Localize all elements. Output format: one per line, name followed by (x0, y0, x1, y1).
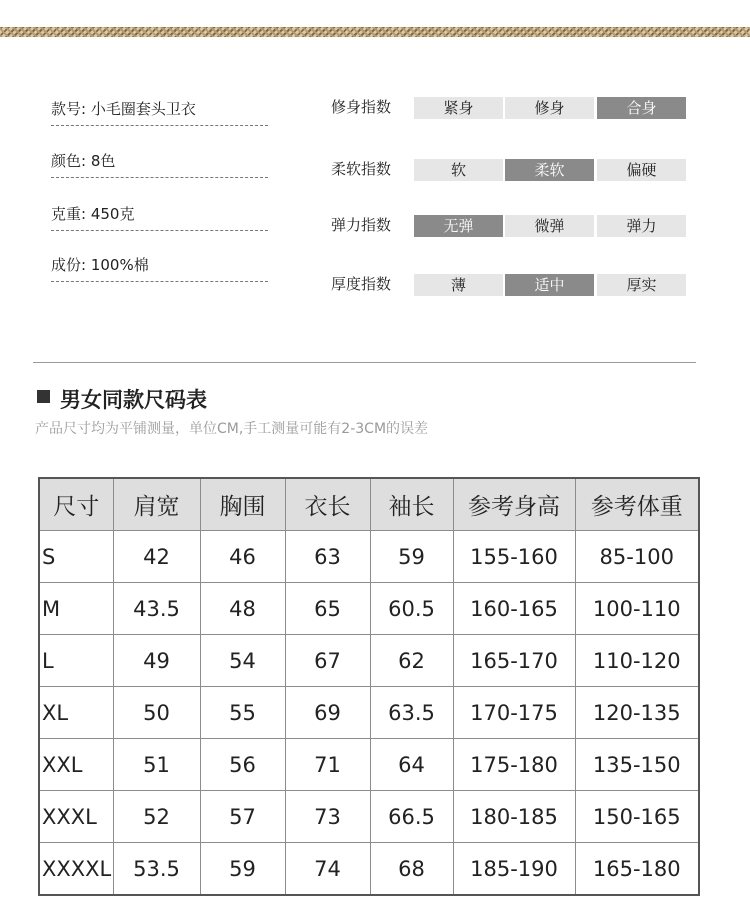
table-cell: 73 (285, 791, 370, 843)
table-cell: 110-120 (575, 635, 699, 687)
table-row (39, 843, 699, 896)
table-header-cell: 衣长 (285, 478, 370, 531)
table-header-cell: 参考身高 (453, 478, 575, 531)
table-header-cell: 袖长 (370, 478, 453, 531)
table-cell: 68 (370, 843, 453, 896)
index-option: 修身 (505, 97, 594, 119)
table-cell: 42 (113, 531, 200, 583)
table-cell: 160-165 (453, 583, 575, 635)
table-cell: 60.5 (370, 583, 453, 635)
table-cell: XXL (39, 739, 113, 791)
table-row (39, 531, 699, 583)
index-option: 合身 (597, 97, 686, 119)
table-cell: 120-135 (575, 687, 699, 739)
table-cell: XL (39, 687, 113, 739)
section-bullet-icon (37, 390, 50, 403)
index-label: 修身指数 (331, 98, 392, 116)
table-cell: 185-190 (453, 843, 575, 896)
table-row (39, 583, 699, 635)
table-cell: 49 (113, 635, 200, 687)
index-label: 厚度指数 (331, 275, 392, 293)
table-row (39, 635, 699, 687)
table-cell: 66.5 (370, 791, 453, 843)
table-header-cell: 肩宽 (113, 478, 200, 531)
table-header-cell: 尺寸 (39, 478, 113, 531)
index-label: 弹力指数 (331, 216, 392, 234)
table-cell: 63 (285, 531, 370, 583)
table-cell: XXXXL (39, 843, 113, 896)
table-cell: 64 (370, 739, 453, 791)
table-cell: S (39, 531, 113, 583)
index-option: 无弹 (414, 215, 503, 237)
table-cell: 74 (285, 843, 370, 896)
table-cell: 85-100 (575, 531, 699, 583)
table-cell: M (39, 583, 113, 635)
index-option: 厚实 (597, 274, 686, 296)
table-cell: 71 (285, 739, 370, 791)
spec-style-number: 款号: 小毛圈套头卫衣 (51, 98, 268, 126)
table-cell: 59 (370, 531, 453, 583)
table-cell: 63.5 (370, 687, 453, 739)
table-cell: 59 (200, 843, 285, 896)
table-cell: 56 (200, 739, 285, 791)
table-cell: 53.5 (113, 843, 200, 896)
table-cell: 150-165 (575, 791, 699, 843)
size-chart-title: 男女同款尺码表 (60, 388, 207, 412)
size-chart-note: 产品尺寸均为平铺测量，单位CM,手工测量可能有2-3CM的误差 (35, 421, 429, 437)
index-option: 薄 (414, 274, 503, 296)
table-cell: 57 (200, 791, 285, 843)
table-cell: 65 (285, 583, 370, 635)
table-row (39, 739, 699, 791)
index-label: 柔软指数 (331, 160, 392, 178)
spec-material: 成份: 100%棉 (51, 254, 268, 282)
decorative-top-border (0, 27, 750, 37)
index-option: 柔软 (505, 159, 594, 181)
table-cell: 54 (200, 635, 285, 687)
table-cell: 51 (113, 739, 200, 791)
table-cell: 135-150 (575, 739, 699, 791)
index-option: 适中 (505, 274, 594, 296)
index-option: 弹力 (597, 215, 686, 237)
table-cell: 165-180 (575, 843, 699, 896)
index-option: 微弹 (505, 215, 594, 237)
table-cell: 52 (113, 791, 200, 843)
table-cell: 180-185 (453, 791, 575, 843)
table-cell: 46 (200, 531, 285, 583)
spec-color: 颜色: 8色 (51, 150, 268, 178)
table-header-cell: 参考体重 (575, 478, 699, 531)
table-cell: 48 (200, 583, 285, 635)
table-cell: 62 (370, 635, 453, 687)
size-chart-table (38, 477, 700, 896)
table-header-cell: 胸围 (200, 478, 285, 531)
table-cell: 50 (113, 687, 200, 739)
table-cell: 100-110 (575, 583, 699, 635)
table-cell: 43.5 (113, 583, 200, 635)
table-cell: 170-175 (453, 687, 575, 739)
index-option: 偏硬 (597, 159, 686, 181)
table-header-row (39, 478, 699, 531)
table-cell: 55 (200, 687, 285, 739)
table-cell: 165-170 (453, 635, 575, 687)
table-cell: 175-180 (453, 739, 575, 791)
table-cell: L (39, 635, 113, 687)
section-divider (33, 362, 696, 363)
table-cell: 155-160 (453, 531, 575, 583)
index-option: 软 (414, 159, 503, 181)
index-option: 紧身 (414, 97, 503, 119)
table-cell: XXXL (39, 791, 113, 843)
table-row (39, 791, 699, 843)
table-row (39, 687, 699, 739)
table-cell: 67 (285, 635, 370, 687)
spec-weight: 克重: 450克 (51, 203, 268, 231)
table-cell: 69 (285, 687, 370, 739)
